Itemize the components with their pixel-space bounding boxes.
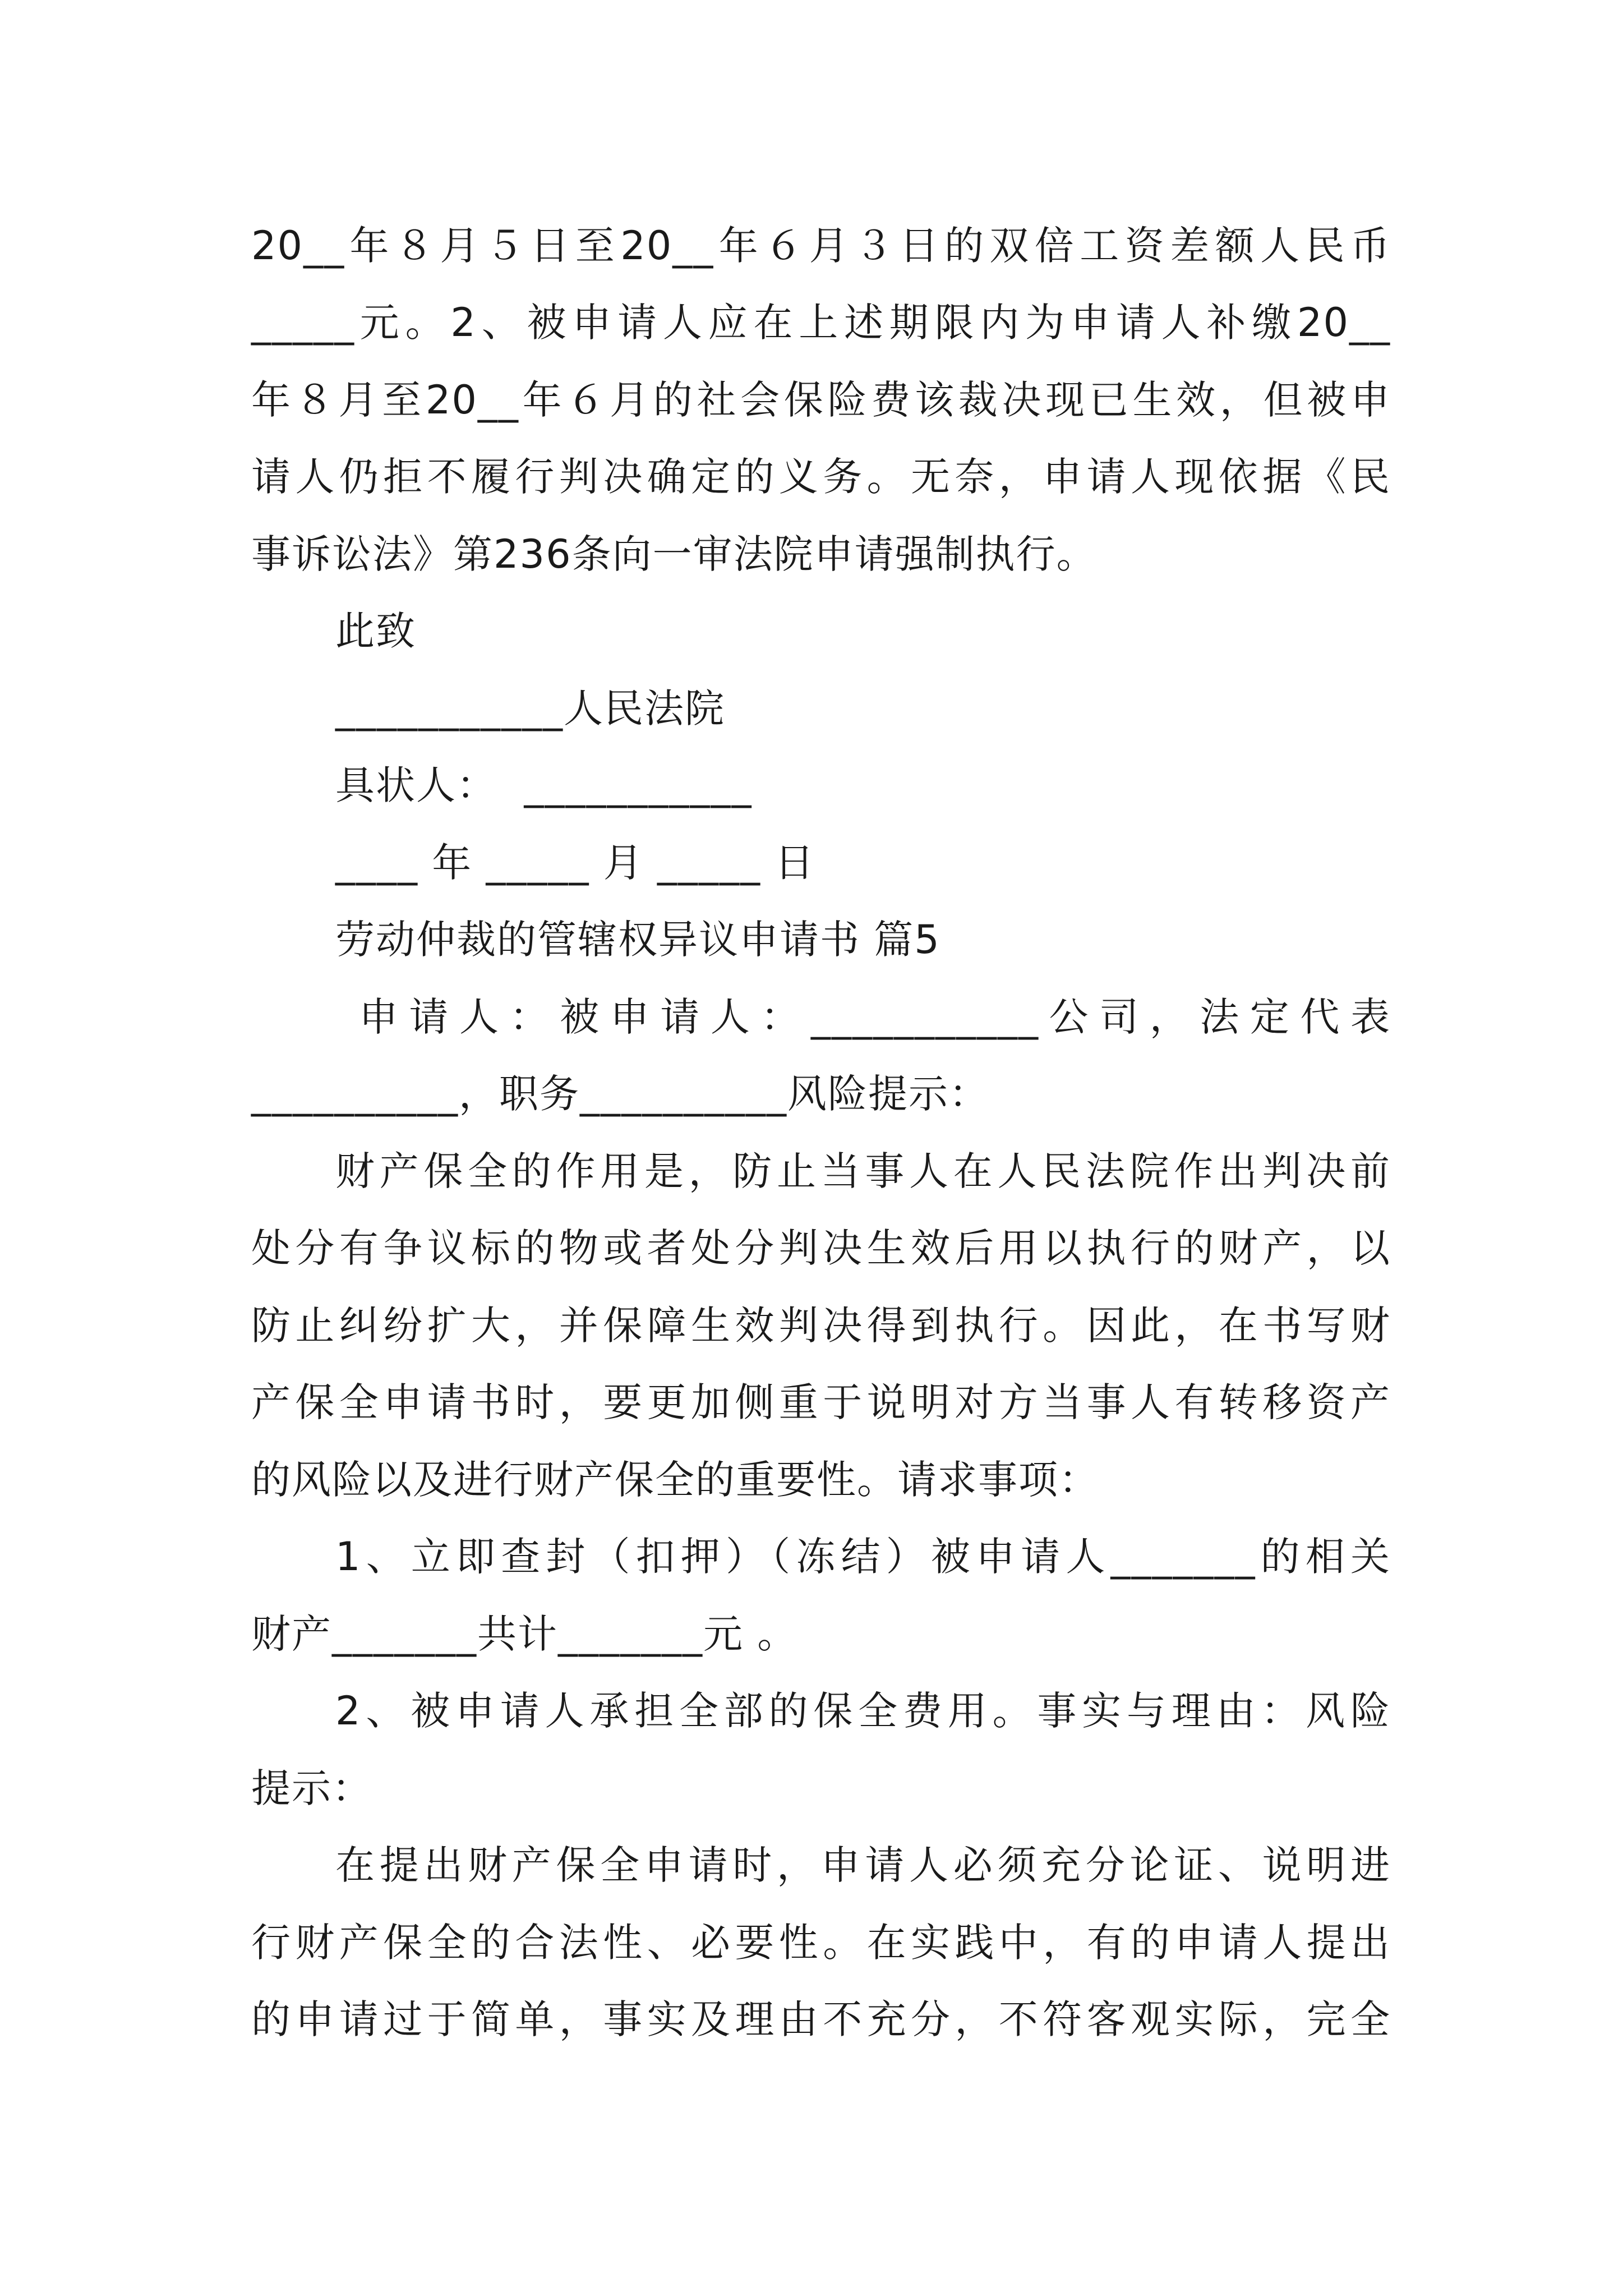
date-line: ____ 年 _____ 月 _____ 日 [335,840,815,886]
court-line: ___________人民法院 [335,685,725,731]
text-line: 的申请过于简单，事实及理由不充分，不符客观实际，完全 [251,1996,1391,2042]
text-line: 处分有争议标的物或者处分判决生效后用以执行的财产，以 [251,1225,1391,1271]
text-line: 事诉讼法》第236条向一审法院申请强制执行。 [251,531,1097,577]
text-line: 产保全申请书时，要更加侧重于说明对方当事人有转移资产 [251,1379,1391,1425]
text-line: 提示： [251,1765,372,1811]
text-line: 行财产保全的合法性、必要性。在实践中，有的申请人提出 [251,1920,1391,1966]
text-line: __________，职务__________风险提示： [251,1071,989,1117]
text-line: 财产保全的作用是，防止当事人在人民法院作出判决前 [335,1148,1391,1194]
request-item-2: 2、被申请人承担全部的保全费用。事实与理由：风险 [335,1688,1391,1734]
text-line: 20__年８月５日至20__年６月３日的双倍工资差额人民币 [251,223,1391,269]
text-line: 请人仍拒不履行判决确定的义务。无奈，申请人现依据《民 [251,454,1391,500]
request-item-1: 1、立即查封（扣押）（冻结）被申请人_______的相关 [335,1534,1391,1580]
section-heading: 劳动仲裁的管辖权异议申请书 篇5 [335,917,940,963]
text-line: 防止纠纷扩大，并保障生效判决得到执行。因此，在书写财 [251,1303,1391,1349]
text-line: 年８月至20__年６月的社会保险费该裁决现已生效，但被申 [251,377,1391,423]
text-line: 财产_______共计_______元 。 [251,1611,798,1657]
plaintiff-signature-line: 具状人： ___________ [335,762,753,808]
text-line: 的风险以及进行财产保全的重要性。请求事项： [251,1457,1099,1503]
text-line: 在提出财产保全申请时，申请人必须充分论证、说明进 [335,1842,1391,1888]
text-line: _____元。2、被申请人应在上述期限内为申请人补缴20__ [251,300,1391,346]
salutation: 此致 [335,608,416,654]
text-line: 申请人：被申请人：___________公司，法定代表 [335,994,1391,1040]
